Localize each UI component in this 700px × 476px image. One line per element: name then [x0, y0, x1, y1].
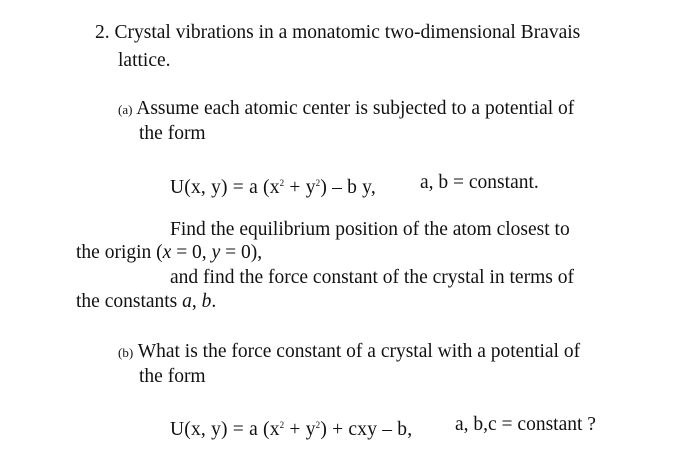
find-line2-eq1: = 0,	[171, 242, 212, 263]
part-b-label: (b)	[118, 345, 134, 360]
part-b-exponent-y: 2	[315, 420, 321, 430]
find-line4-sep: ,	[191, 291, 202, 312]
part-b-text-line2: the form	[139, 366, 206, 387]
part-b-equation-constants: a, b,c = constant ?	[455, 414, 596, 435]
find-line2-text: the origin (	[76, 242, 163, 263]
find-line4-text: the constants	[76, 291, 183, 312]
var-x: x	[162, 242, 172, 263]
part-a-text-line2: the form	[139, 123, 206, 144]
problem-heading	[95, 22, 580, 44]
part-b-equation-mid: + y	[284, 419, 316, 440]
problem-number: 2.	[95, 22, 110, 43]
problem-title-line2: lattice.	[118, 50, 171, 71]
part-a-exponent-y: 2	[315, 178, 321, 188]
find-line4-end: .	[211, 291, 217, 312]
part-b-equation	[170, 414, 412, 441]
part-b-equation-prefix: U(x, y) = a (x	[170, 419, 280, 440]
part-b-intro-line1	[118, 341, 580, 364]
part-a-find-line2	[76, 242, 262, 264]
part-a-find-line1: Find the equilibrium position of the atom closest to	[170, 219, 570, 240]
part-a-text-line1: Assume each atomic center is subjected to a potential of	[136, 98, 575, 119]
part-a-equation-suffix: ) – b y,	[320, 177, 376, 198]
part-b-text-line1: What is the force constant of a crystal with a potential of	[137, 341, 581, 362]
problem-title-line1: Crystal vibrations in a monatomic two-dimensional Bravais	[114, 22, 581, 43]
part-a-equation	[170, 172, 376, 199]
part-a-find-line3: and find the force constant of the crystal in terms of	[170, 267, 574, 288]
var-b: b	[201, 291, 212, 312]
part-a-exponent-x: 2	[279, 178, 285, 188]
part-b-exponent-x: 2	[279, 420, 285, 430]
part-a-equation-constants: a, b = constant.	[420, 172, 539, 193]
find-line2-eq2: = 0),	[220, 242, 263, 263]
part-a-find-line4	[76, 291, 216, 313]
part-a-equation-mid: + y	[284, 177, 316, 198]
part-a-label: (a)	[118, 102, 133, 117]
part-a-equation-prefix: U(x, y) = a (x	[170, 177, 280, 198]
part-a-intro-line1	[118, 98, 574, 121]
part-b-equation-suffix: ) + cxy – b,	[320, 419, 413, 440]
var-a: a	[182, 291, 192, 312]
var-y: y	[211, 242, 221, 263]
